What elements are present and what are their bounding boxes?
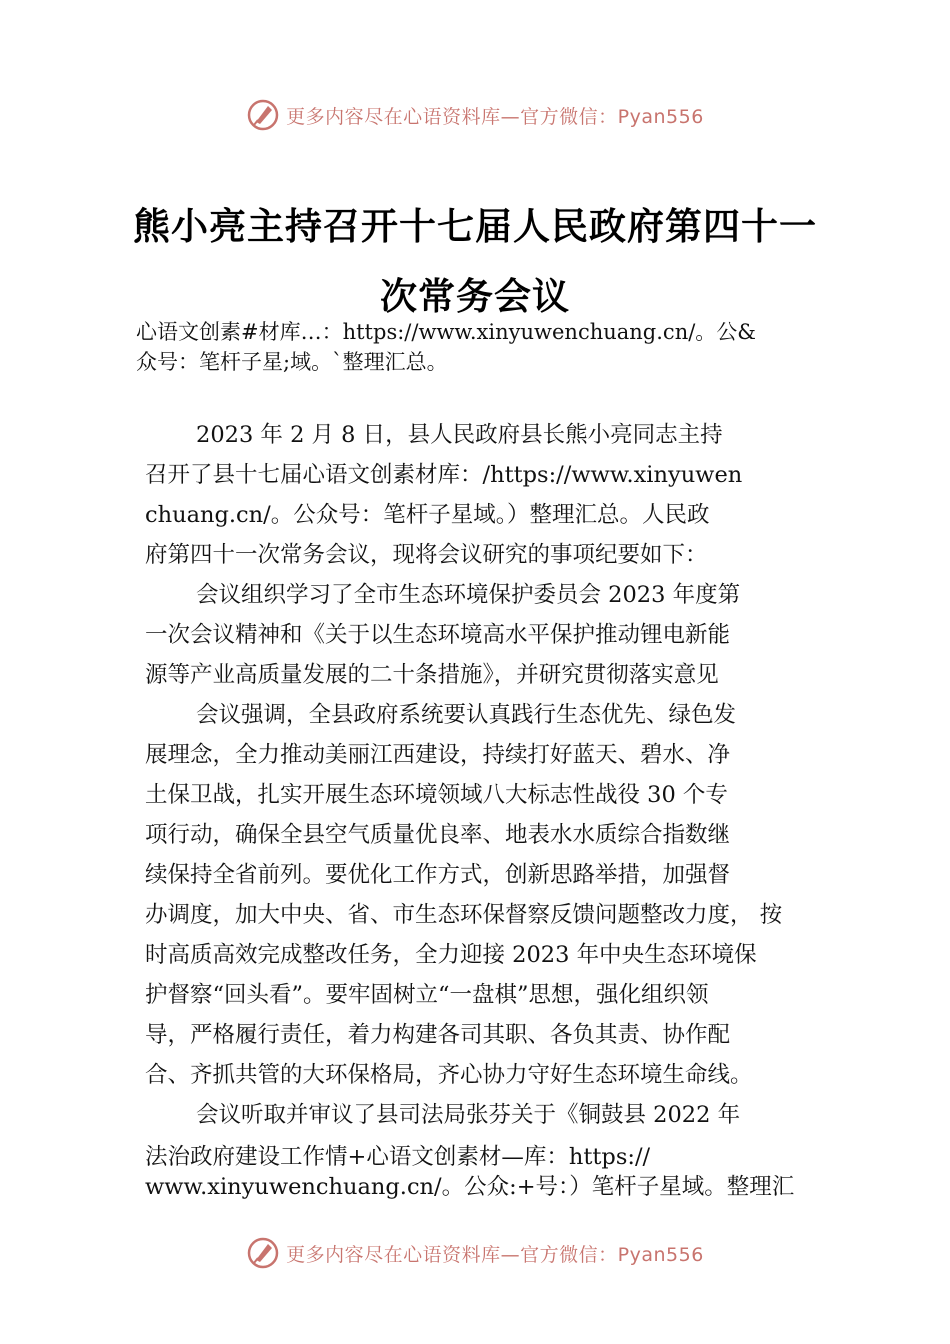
body-line: 办调度，加大中央、省、市生态环保督察反馈问题整改力度， 按 — [145, 902, 783, 928]
body-line: 会议组织学习了全市生态环境保护委员会 2023 年度第 — [196, 582, 741, 608]
body-line: 源等产业高质量发展的二十条措施》，并研究贯彻落实意见 — [145, 662, 719, 688]
body-line: 法治政府建设工作情+心语文创素材—库：https:// — [145, 1144, 651, 1170]
body-line: 时高质高效完成整改任务，全力迎接 2023 年中央生态环境保 — [145, 942, 757, 968]
banner-text: 更多内容尽在心语资料库—官方微信：Pyan556 — [286, 1243, 704, 1266]
body-line: 导，严格履行责任，着力构建各司其职、各负其责、协作配 — [145, 1022, 731, 1048]
page-title-line-1: 熊小亮主持召开十七届人民政府第四十一 — [133, 205, 817, 248]
body-line: 项行动，确保全县空气质量优良率、地表水水质综合指数继 — [145, 822, 731, 848]
body-line: 召开了县十七届心语文创素材库：/https://www.xinyuwen — [145, 462, 743, 488]
body-line: chuang.cn/。公众号：笔杆子星域。）整理汇总。人民政 — [145, 502, 710, 528]
fountain-pen-seal-icon — [246, 1236, 280, 1270]
body-line: 展理念，全力推动美丽江西建设，持续打好蓝天、碧水、净 — [145, 742, 731, 768]
body-line: 土保卫战，扎实开展生态环境领域八大标志性战役 30 个专 — [145, 782, 728, 808]
body-line: 护督察“回头看”。要牢固树立“一盘棋”思想，强化组织领 — [145, 982, 709, 1008]
body-line: 续保持全省前列。要优化工作方式，创新思路举措，加强督 — [145, 862, 731, 888]
banner-text: 更多内容尽在心语资料库—官方微信：Pyan556 — [286, 105, 704, 128]
body-line: 会议听取并审议了县司法局张芬关于《铜鼓县 2022 年 — [196, 1102, 741, 1128]
fountain-pen-seal-icon — [246, 98, 280, 132]
footer-banner — [0, 1228, 950, 1278]
header-banner — [0, 90, 950, 140]
body-line: 合、齐抓共管的大环保格局，齐心协力守好生态环境生命线。 — [145, 1062, 753, 1088]
body-line: 会议强调，全县政府系统要认真践行生态优先、绿色发 — [196, 702, 737, 728]
source-note-line-1: 心语文创素#材库…：https://www.xinyuwenchuang.cn/。公& — [136, 320, 756, 344]
source-note-line-2: 众号：笔杆子星;域。`整理汇总。 — [136, 350, 448, 374]
body-line: www.xinyuwenchuang.cn/。公众:+号：）笔杆子星域。整理汇 — [145, 1174, 795, 1200]
body-line: 府第四十一次常务会议，现将会议研究的事项纪要如下： — [145, 542, 708, 568]
body-line: 2023 年 2 月 8 日，县人民政府县长熊小亮同志主持 — [196, 422, 723, 448]
page-title-line-2: 次常务会议 — [380, 275, 570, 318]
body-line: 一次会议精神和《关于以生态环境高水平保护推动锂电新能 — [145, 622, 731, 648]
